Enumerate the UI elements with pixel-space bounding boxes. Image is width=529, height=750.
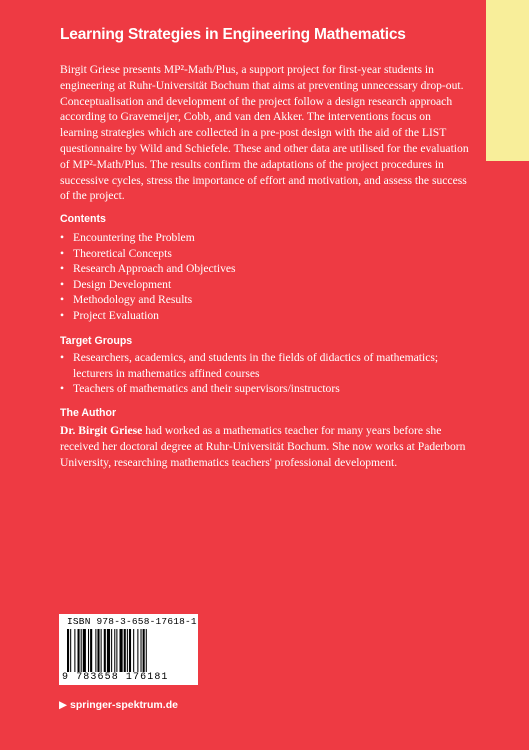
isbn-label: ISBN 978-3-658-17618-1 [67,616,197,627]
publisher-link[interactable] [59,699,178,711]
barcode-bar [107,629,110,672]
list-item: • Theoretical Concepts [60,246,460,262]
list-item: • Project Evaluation [60,308,460,324]
barcode-bar [104,629,106,672]
book-title: Learning Strategies in Engineering Mathematics [60,26,406,43]
target-groups-list [60,350,460,397]
ean-digits: 9 783658 176181 [62,672,169,683]
list-item: • Teachers of mathematics and their supervisors/instructors [60,381,460,397]
author-bio-text: had worked as a mathematics teacher for many years before she received her doctoral degree at Ruhr-Universität Bochum. She now works at Paderborn University, researching mathematics teachers' professional development. [60,424,466,469]
arrow-right-icon: ▶ [59,699,68,711]
barcode-bar [67,629,69,672]
barcode-bar [97,629,99,672]
barcode-bar [129,629,131,672]
barcode-bar [101,629,102,672]
barcode-bar [88,629,89,672]
author-name: Dr. Birgit Griese [60,424,143,437]
list-item: • Researchers, academics, and students in the fields of didactics of mathematics; lecturers in mathematics affined courses [60,350,460,381]
accent-strip [486,0,529,161]
barcode-bar [78,629,80,672]
barcode-bar [116,629,117,672]
barcode-bar [146,629,147,672]
barcode-bar [141,629,142,672]
barcode-bar [114,629,115,672]
barcode-bar [133,629,134,672]
barcode-bar [83,629,86,672]
barcode-bar [74,629,75,672]
barcode [59,614,198,685]
author-bio [60,423,470,471]
barcode-bar [90,629,92,672]
target-groups-heading: Target Groups [60,335,133,347]
barcode-bar [70,629,71,672]
barcode-bar [111,629,112,672]
barcode-bar [137,629,138,672]
contents-list [60,230,460,324]
list-item: • Research Approach and Objectives [60,261,460,277]
list-item: • Methodology and Results [60,292,460,308]
publisher-url: springer-spektrum.de [70,699,178,711]
author-heading: The Author [60,407,117,419]
barcode-bar [120,629,123,672]
barcode-bar [124,629,126,672]
barcode-bar [127,629,128,672]
barcode-bars [67,629,191,672]
barcode-bar [95,629,96,672]
barcode-bar [81,629,82,672]
list-item: • Design Development [60,277,460,293]
contents-heading: Contents [60,213,106,225]
abstract-paragraph: Birgit Griese presents MP²-Math/Plus, a support project for first-year students in engineering at Ruhr-Universität Bochum that aims at preventing unnecessary drop-out. Conceptualisation and development of the project follow a design research approach according to Gravemeijer, Cobb, and van den Akker. The interventions focus on learning strategies which are collected in a pre-post design with the aid of the LIST questionnaire by Wild and Schiefele. These and other data are utilised for the evaluation of MP²-Math/Plus. The results confirm the adaptations of the project procedures in successive cycles, stress the importance of effort and motivation, and assess the success of the project. [60,63,469,203]
barcode-bar [143,629,145,672]
list-item: • Encountering the Problem [60,230,460,246]
